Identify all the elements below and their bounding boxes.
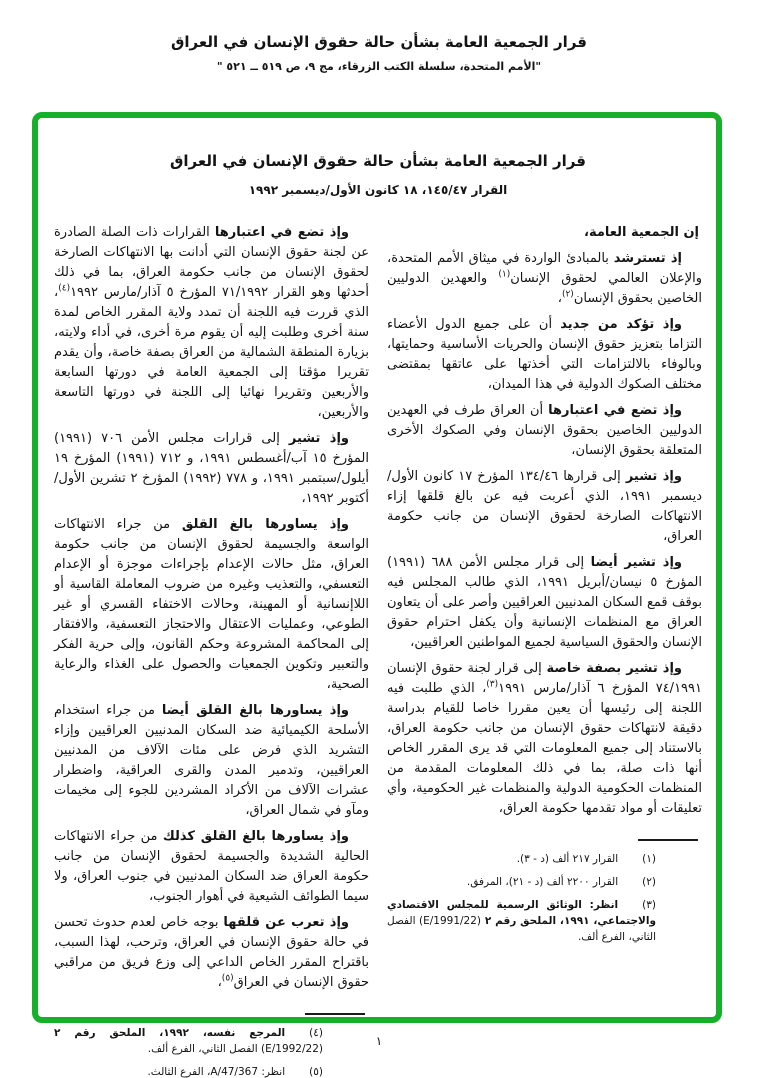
paragraph: [387, 249, 702, 309]
body-text: (E/1992/22) الفصل الثاني، الفرع ألف.: [147, 1043, 323, 1055]
footnote-separator: [305, 1013, 365, 1015]
body-text: من جراء الانتهاكات الواسعة والجسيمة لحقوق الإنسان من جانب حكومة العراق، مثل حالات الإعدام بإجراءات موجزة أو الإعدام التعسفي، والتعذيب وغيره من ضروب المعاملة القاسية أو اللاإنسانية أو المهينة، وحالات الاختفاء القسري أو غير الطوعي، وعمليات الاعتقال والاحتجاز التعسفية، والافتقار إلى المحاكمة المشروعة وحكم القانون، وإلى حرية الفكر والتعبير وتكوين الجمعيات والحصول على الغذاء والرعاية الصحية،: [54, 517, 369, 692]
body-text: إلى قرارات مجلس الأمن ٧٠٦ (١٩٩١) المؤرخ ١٥ آب/أغسطس ١٩٩١، و ٧١٢ (١٩٩١) المؤرخ ١٩ أيلول/سبتمبر ١٩٩١، و ٧٧٨ (١٩٩٢) المؤرخ ٢ تشرين الأول/أكتوبر ١٩٩٢،: [54, 431, 369, 506]
column-right: [387, 223, 702, 1078]
resolution-title: قرار الجمعية العامة بشأن حالة حقوق الإنسان في العراق: [170, 152, 586, 170]
body-text: إلى قرار لجنة حقوق الإنسان ٧٤/١٩٩١ المؤرخ ٦ آذار/مارس ١٩٩١: [387, 661, 702, 696]
footnote: [387, 897, 702, 945]
paragraph: [54, 701, 369, 821]
footnote-ref: (٤): [58, 283, 71, 294]
document-title-header: قرار الجمعية العامة بشأن حالة حقوق الإنسان في العراق: [171, 33, 587, 51]
lead-in: إن الجمعية العامة،: [584, 225, 699, 240]
lead-in: وإذ تشير: [288, 431, 349, 446]
column-left: [54, 223, 369, 1078]
footnote-text: [387, 899, 656, 943]
page-number: ١: [375, 1034, 383, 1048]
lead-in: وإذ يساورها بالغ القلق كذلك: [162, 829, 349, 844]
body-text: من جراء استخدام الأسلحة الكيميائية ضد السكان المدنيين العراقيين وإزاء التشريد الذي فرض على مئات الآلاف من المدنيين العراقيين، وتدمير المدن والقرى العراقية، واضطرار عشرات الآلاف من الأكراد المشردين للجوء إلى مخيمات ومآو في شمال العراق،: [54, 703, 369, 818]
lead-in: وإذ تشير أيضا: [590, 555, 682, 570]
footnote: [54, 1064, 369, 1078]
preamble-heading: [387, 223, 702, 243]
lead-in: انظر: الوثائق الرسمية للمجلس الاقتصادي والاجتماعي، ١٩٩١، الملحق رقم ٢: [387, 899, 656, 927]
body-text: والعهدين الدوليين الخاصين بحقوق الإنسان: [387, 271, 702, 306]
footnote-ref: (٣): [486, 679, 499, 690]
footnote-number: (١): [642, 853, 656, 865]
body-text: بالمبادئ الواردة في ميثاق الأمم المتحدة، والإعلان العالمي لحقوق الإنسان: [387, 251, 703, 286]
source-citation: "الأمم المتحدة، سلسلة الكتب الزرقاء، مج ٩، ص ٥١٩ ــ ٥٢١ ": [216, 60, 542, 73]
footnote-text: [517, 853, 618, 865]
body-text: انظر: A/47/367، الفرع الثالث.: [147, 1066, 286, 1078]
footnote: [387, 851, 702, 867]
paragraph: [387, 467, 702, 547]
footnote-text: [147, 1066, 285, 1078]
body-text: ،: [217, 975, 222, 990]
footnote-ref: (١): [498, 269, 511, 280]
body-text: ، الذي طلبت فيه اللجنة إلى رئيسها أن يعين مقررا خاصا للقيام بدراسة دقيقة لانتهاكات حقوق الإنسان من جانب حكومة العراق، بالاستناد إلى جميع المعلومات التي قد يرى المقرر الخاص أنها ذات صلة، بما في ذلك المعلومات المقدمة من المنظمات الحكومية الدولية والمنظمات غير الحكومية، وأي تعليقات أو مواد تقدمها حكومة العراق،: [387, 681, 702, 816]
paragraph: [54, 223, 369, 423]
paragraph: [54, 827, 369, 907]
footnote-ref: (٥): [221, 973, 234, 984]
column-left-body: [54, 223, 369, 993]
paragraph: [387, 659, 702, 819]
body-text: ،: [557, 291, 562, 306]
lead-in: وإذ تعرب عن قلقها: [223, 915, 349, 930]
body-text: القرارات ذات الصلة الصادرة عن لجنة حقوق الإنسان التي أدانت بها الانتهاكات الصارخة لحقوق الإنسان من جانب حكومة العراق، بما في ذلك أحدثها وهو القرار ٧١/١٩٩٢ المؤرخ ٥ آذار/مارس ١٩٩٢: [54, 225, 369, 300]
body-text: القرار ٢١٧ ألف (د - ٣).: [516, 853, 619, 865]
footnote-number: (٥): [309, 1066, 323, 1078]
paragraph: [387, 315, 702, 395]
footnote: [387, 874, 702, 890]
footnote-number: (٣): [642, 899, 656, 911]
lead-in: وإذ يساورها بالغ القلق: [181, 517, 349, 532]
paragraph: [54, 429, 369, 509]
page-header: [0, 0, 758, 73]
column-right-footnotes: [387, 839, 702, 945]
column-right-body: [387, 223, 702, 819]
body-text: أن على جميع الدول الأعضاء التزاما بتعزيز حقوق الإنسان والحريات الأساسية وحمايتها، وبالوفاء بالالتزامات التي أخذتها على عاتقها بمقتضى مختلف الصكوك الدولية في هذا الميدان،: [387, 317, 702, 392]
footnote-number: (٤): [309, 1027, 323, 1039]
lead-in: وإذ يساورها بالغ القلق أيضا: [161, 703, 349, 718]
paragraph: [54, 515, 369, 695]
body-text: إلى قرارها ١٣٤/٤٦ المؤرخ ١٧ كانون الأول/ديسمبر ١٩٩١، الذي أعربت فيه عن بالغ قلقها إزاء الانتهاكات الصارخة لحقوق الإنسان من جانب حكومة العراق،: [387, 469, 703, 544]
lead-in: وإذ تؤكد من جديد: [560, 317, 683, 332]
lead-in: وإذ تشير: [625, 469, 682, 484]
footnote-ref: (٢): [561, 289, 574, 300]
body-text: القرار ٢٢٠٠ ألف (د - ٢١)، المرفق.: [466, 876, 619, 888]
body-text: ، الذي قررت فيه اللجنة أن تمدد ولاية المقرر الخاص لمدة سنة أخرى وطلبت إليه أن يقوم مرة أخرى، في أداء ولايته، بزيارة المنطقة الشمالية من العراق بصفة خاصة، وأن يقدم تقريرا مؤقتا إلى الجمعية العامة في دورتها السابعة والأربعين وتقريرا نهائيا إلى اللجنة في دورتها التاسعة والأربعين،: [54, 285, 369, 420]
footnote-number: (٢): [642, 876, 656, 888]
body-text: (E/1991/22) الفصل الثاني، الفرع ألف.: [387, 915, 656, 943]
body-text: إلى قرار مجلس الأمن ٦٨٨ (١٩٩١) المؤرخ ٥ نيسان/أبريل ١٩٩١، الذي طالب المجلس فيه بوقف قمع السكان المدنيين العراقيين وأصر على أن يتعاون العراق مع المنظمات الإنسانية وأن يكفل احترام حقوق الإنسان والحقوق السياسية لجميع المواطنين العراقيين،: [387, 555, 703, 650]
text-columns: [54, 223, 702, 1078]
lead-in: إذ تسترشد: [613, 251, 683, 266]
body-text: بوجه خاص لعدم حدوث تحسن في حالة حقوق الإنسان في العراق، وترحب، لهذا السبب، باقتراح المقرر الخاص الداعي إلى وزع فريق من مراقبي حقوق الإنسان في العراق: [54, 915, 369, 990]
lead-in: وإذ تضع في اعتبارها: [548, 403, 682, 418]
paragraph: [387, 401, 702, 461]
document-box: [32, 112, 722, 1078]
footnote-text: [467, 876, 618, 888]
body-text: من جراء الانتهاكات الحالية الشديدة والجسيمة لحقوق الإنسان من جانب حكومة العراق ضد السكان المدنيين في جنوب العراق، ولا سيما الطوائف الشيعية في أهوار الجنوب،: [54, 829, 369, 904]
lead-in: المرجع نفسه، ١٩٩٢، الملحق رقم ٢: [54, 1027, 286, 1039]
footnote-separator: [638, 839, 698, 841]
lead-in: وإذ تشير بصفة خاصة: [546, 661, 682, 676]
lead-in: وإذ تضع في اعتبارها: [214, 225, 349, 240]
resolution-number-date: القرار ١٤٥/٤٧، ١٨ كانون الأول/ديسمبر ١٩٩٢: [248, 183, 508, 197]
body-text: أن العراق طرف في العهدين الدوليين الخاصين بحقوق الإنسان وفي الصكوك الأخرى المتعلقة بحقوق الإنسان،: [387, 403, 702, 458]
paragraph: [54, 913, 369, 993]
paragraph: [387, 553, 702, 653]
